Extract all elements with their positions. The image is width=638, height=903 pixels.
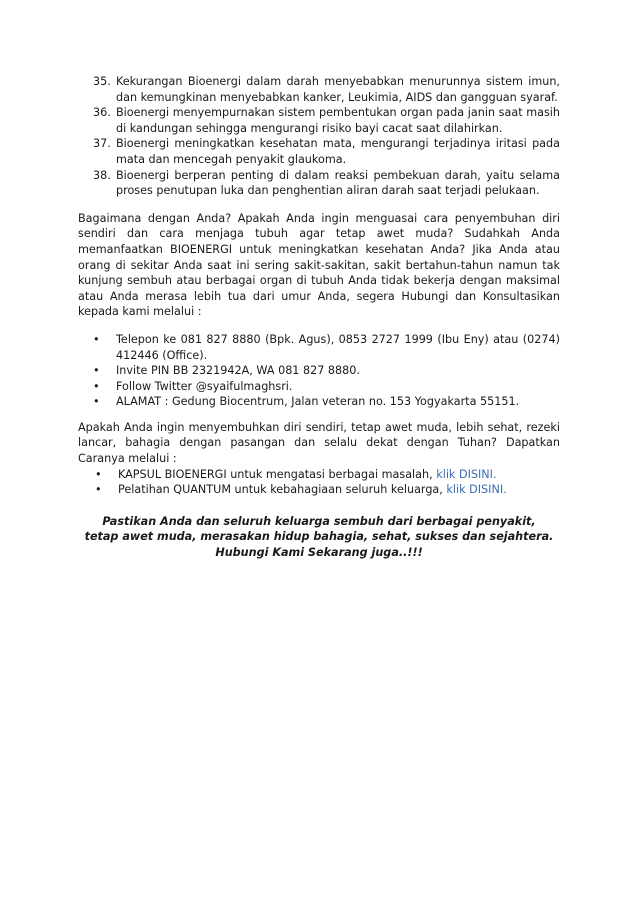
kapsul-link[interactable]: klik DISINI. (436, 467, 497, 481)
list-item-text: Bioenergi berperan penting di dalam reaksi pembekuan darah, yaitu selama proses penutupan luka dan penghentian aliran darah saat terjadi pelukaan. (116, 168, 560, 198)
list-item (93, 74, 560, 105)
list-item (93, 394, 560, 410)
list-item (95, 467, 560, 483)
bullet-icon: • (93, 379, 100, 393)
list-item (93, 379, 560, 395)
bullet-icon: • (93, 332, 100, 346)
offer-paragraph: Apakah Anda ingin menyembuhkan diri sendiri, tetap awet muda, lebih sehat, rezeki lancar, bahagia dengan pasangan dan selalu dekat dengan Tuhan? Dapatkan Caranya melalui : (78, 420, 560, 466)
contact-twitter: Follow Twitter @syaifulmaghsri. (116, 379, 293, 393)
offer-pelatihan-text: Pelatihan QUANTUM untuk kebahagiaan seluruh keluarga, (118, 483, 447, 497)
closing-cta: Hubungi Kami Sekarang juga..!!! (215, 546, 423, 560)
list-item (93, 136, 560, 167)
list-item (93, 332, 560, 363)
list-item (93, 105, 560, 136)
list-item-text: Bioenergi menyempurnakan sistem pembentukan organ pada janin saat masih di kandungan sehingga mengurangi risiko bayi cacat saat dilahirkan. (116, 106, 560, 135)
contact-pin-wa: Invite PIN BB 2321942A, WA 081 827 8880. (116, 364, 360, 378)
offer-kapsul-text: KAPSUL BIOENERGI untuk mengatasi berbagai masalah, (118, 467, 437, 481)
offer-bullet-list (78, 467, 560, 498)
closing-message: Pastikan Anda dan seluruh keluarga sembuh dari berbagai penyakit, tetap awet muda, merasakan hidup bahagia, sehat, sukses dan sejahtera. (84, 514, 554, 544)
list-number: 35. (93, 75, 111, 88)
list-item (93, 168, 560, 199)
list-item-text: Kekurangan Bioenergi dalam darah menyebabkan menurunnya sistem imun, dan kemungkinan menyebabkan kanker, Leukimia, AIDS dan gangguan syaraf. (116, 75, 560, 104)
pelatihan-link[interactable]: klik DISINI. (446, 483, 507, 497)
contact-address: ALAMAT : Gedung Biocentrum, Jalan veteran no. 153 Yogyakarta 55151. (116, 395, 520, 409)
list-item (93, 363, 560, 379)
closing-callout (78, 514, 560, 561)
list-number: 36. (93, 106, 111, 120)
contact-phone: Telepon ke 081 827 8880 (Bpk. Agus), 0853 2727 1999 (Ibu Eny) atau (0274) 412446 (Office). (116, 332, 560, 362)
list-number: 37. (93, 137, 111, 151)
contact-bullet-list (78, 332, 560, 410)
bullet-icon: • (95, 467, 102, 481)
list-number: 38. (93, 168, 111, 182)
bullet-icon: • (93, 364, 100, 378)
bullet-icon: • (95, 483, 102, 497)
benefits-numbered-list (78, 74, 560, 199)
consultation-paragraph: Bagaimana dengan Anda? Apakah Anda ingin menguasai cara penyembuhan diri sendiri dan cara menjaga tubuh agar tetap awet muda? Sudahkah Anda memanfaatkan BIOENERGI untuk meningkatkan kesehatan Anda? Jika Anda atau orang di sekitar Anda saat ini sering sakit-sakitan, sakit bertahun-tahun namun tak kunjung sembuh atau berbagai organ di tubuh Anda tidak bekerja dengan maksimal atau Anda merasa lebih tua dari umur Anda, segera Hubungi dan Konsultasikan kepada kami melalui : (78, 211, 560, 319)
bullet-icon: • (93, 395, 100, 409)
list-item-text: Bioenergi meningkatkan kesehatan mata, mengurangi terjadinya iritasi pada mata dan mencegah penyakit glaukoma. (116, 137, 560, 166)
list-item (95, 482, 560, 498)
